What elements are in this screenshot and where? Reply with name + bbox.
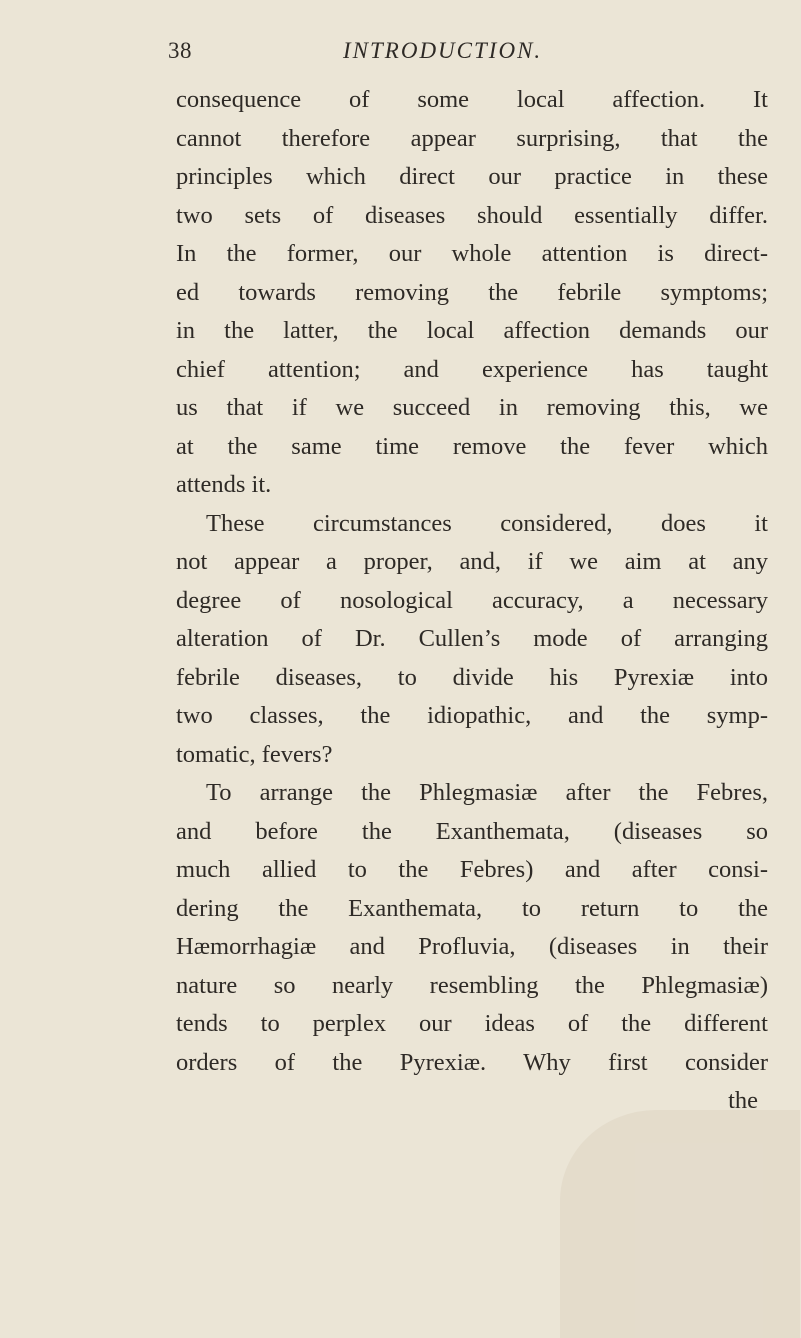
text-line: not appear a proper, and, if we aim at any: [176, 548, 768, 575]
catchword: the: [728, 1087, 758, 1114]
text-line: To arrange the Phlegmasiæ after the Febres,: [206, 779, 768, 806]
running-title: INTRODUCTION.: [343, 38, 543, 63]
text-line: consequence of some local affection. It: [176, 86, 768, 113]
text-line: ed towards removing the febrile symptoms;: [176, 278, 768, 306]
text-line: at the same time remove the fever which: [176, 432, 768, 460]
text-line: two sets of diseases should essentially differ.: [176, 201, 768, 229]
page-number: 38: [168, 38, 192, 63]
text-line: dering the Exanthemata, to return to the: [176, 894, 768, 922]
text-line: tomatic, fevers?: [176, 740, 333, 768]
text-line: In the former, our whole attention is direct-: [176, 240, 768, 267]
body-text: [176, 81, 768, 1121]
text-line: orders of the Pyrexiæ. Why first consider: [176, 1048, 768, 1076]
text-line: and before the Exanthemata, (diseases so: [176, 817, 768, 845]
text-line: us that if we succeed in removing this, we: [176, 394, 768, 421]
text-line: alteration of Dr. Cullen’s mode of arranging: [176, 625, 768, 652]
text-line: attends it.: [176, 471, 272, 498]
text-line: much allied to the Febres) and after consi-: [176, 856, 768, 883]
text-line: degree of nosological accuracy, a necessary: [176, 586, 768, 614]
text-line: Hæmorrhagiæ and Profluvia, (diseases in their: [176, 933, 768, 960]
text-line: cannot therefore appear surprising, that the: [176, 124, 768, 152]
text-line: principles which direct our practice in these: [176, 163, 768, 190]
text-line: two classes, the idiopathic, and the symp-: [176, 702, 768, 729]
text-line: febrile diseases, to divide his Pyrexiæ into: [176, 663, 768, 691]
text-line: tends to perplex our ideas of the different: [176, 1010, 768, 1037]
text-line: chief attention; and experience has taught: [176, 355, 768, 383]
running-head: [0, 38, 801, 68]
text-line: These circumstances considered, does it: [206, 509, 768, 537]
text-line: in the latter, the local affection demands our: [176, 317, 768, 344]
text-line: nature so nearly resembling the Phlegmasiæ): [176, 971, 768, 999]
paper-stain: [560, 1110, 800, 1338]
